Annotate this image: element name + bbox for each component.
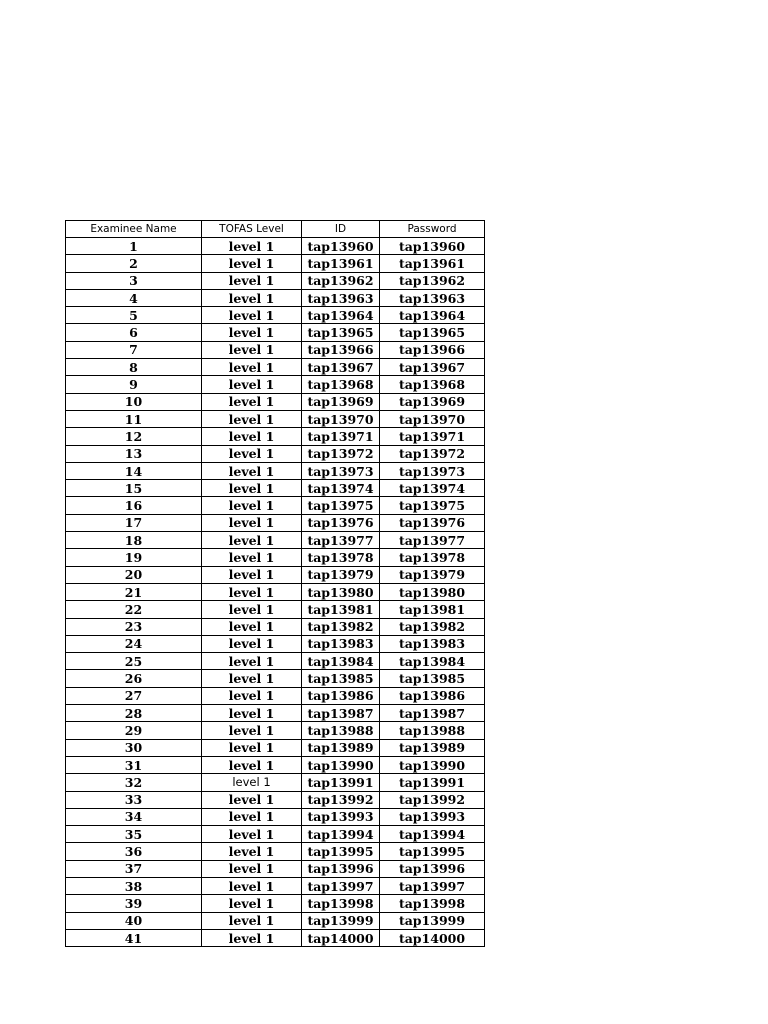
cell-examinee-name: 37 bbox=[66, 860, 202, 877]
cell-tofas-level: level 1 bbox=[202, 497, 302, 514]
cell-password: tap13973 bbox=[380, 462, 485, 479]
cell-examinee-name: 10 bbox=[66, 393, 202, 410]
cell-tofas-level: level 1 bbox=[202, 341, 302, 358]
table-row bbox=[66, 307, 485, 324]
cell-id: tap13964 bbox=[302, 307, 380, 324]
cell-password: tap13982 bbox=[380, 618, 485, 635]
cell-password: tap13998 bbox=[380, 895, 485, 912]
cell-examinee-name: 30 bbox=[66, 739, 202, 756]
cell-id: tap13996 bbox=[302, 860, 380, 877]
cell-tofas-level: level 1 bbox=[202, 462, 302, 479]
cell-password: tap13962 bbox=[380, 272, 485, 289]
cell-tofas-level: level 1 bbox=[202, 739, 302, 756]
cell-password: tap13975 bbox=[380, 497, 485, 514]
cell-id: tap13992 bbox=[302, 791, 380, 808]
examinee-credentials-table bbox=[65, 220, 485, 947]
cell-examinee-name: 35 bbox=[66, 826, 202, 843]
cell-password: tap13990 bbox=[380, 756, 485, 773]
cell-examinee-name: 15 bbox=[66, 480, 202, 497]
cell-password: tap13987 bbox=[380, 705, 485, 722]
cell-id: tap13967 bbox=[302, 359, 380, 376]
table-row bbox=[66, 808, 485, 825]
cell-id: tap13961 bbox=[302, 255, 380, 272]
cell-password: tap13972 bbox=[380, 445, 485, 462]
cell-password: tap13961 bbox=[380, 255, 485, 272]
cell-id: tap13993 bbox=[302, 808, 380, 825]
header-tofas-level: TOFAS Level bbox=[202, 221, 302, 238]
table-row bbox=[66, 549, 485, 566]
cell-examinee-name: 33 bbox=[66, 791, 202, 808]
cell-id: tap13999 bbox=[302, 912, 380, 929]
table-row bbox=[66, 826, 485, 843]
cell-id: tap13990 bbox=[302, 756, 380, 773]
cell-tofas-level: level 1 bbox=[202, 774, 302, 791]
table-row bbox=[66, 289, 485, 306]
cell-id: tap13997 bbox=[302, 877, 380, 894]
cell-tofas-level: level 1 bbox=[202, 826, 302, 843]
table-row bbox=[66, 428, 485, 445]
cell-examinee-name: 11 bbox=[66, 410, 202, 427]
table-row bbox=[66, 445, 485, 462]
cell-password: tap13967 bbox=[380, 359, 485, 376]
cell-tofas-level: level 1 bbox=[202, 376, 302, 393]
table-row bbox=[66, 670, 485, 687]
cell-password: tap13966 bbox=[380, 341, 485, 358]
cell-tofas-level: level 1 bbox=[202, 272, 302, 289]
table-row bbox=[66, 480, 485, 497]
cell-id: tap13970 bbox=[302, 410, 380, 427]
cell-examinee-name: 7 bbox=[66, 341, 202, 358]
cell-examinee-name: 18 bbox=[66, 532, 202, 549]
cell-tofas-level: level 1 bbox=[202, 583, 302, 600]
cell-password: tap13997 bbox=[380, 877, 485, 894]
table-row bbox=[66, 462, 485, 479]
cell-password: tap14000 bbox=[380, 929, 485, 946]
cell-id: tap13960 bbox=[302, 238, 380, 255]
table-row bbox=[66, 359, 485, 376]
cell-tofas-level: level 1 bbox=[202, 843, 302, 860]
table-row bbox=[66, 791, 485, 808]
cell-examinee-name: 14 bbox=[66, 462, 202, 479]
cell-password: tap13994 bbox=[380, 826, 485, 843]
cell-password: tap13989 bbox=[380, 739, 485, 756]
cell-examinee-name: 36 bbox=[66, 843, 202, 860]
cell-id: tap13986 bbox=[302, 687, 380, 704]
header-examinee-name: Examinee Name bbox=[66, 221, 202, 238]
cell-examinee-name: 40 bbox=[66, 912, 202, 929]
table-row bbox=[66, 722, 485, 739]
cell-tofas-level: level 1 bbox=[202, 653, 302, 670]
cell-examinee-name: 31 bbox=[66, 756, 202, 773]
cell-password: tap13969 bbox=[380, 393, 485, 410]
cell-id: tap13963 bbox=[302, 289, 380, 306]
table-row bbox=[66, 583, 485, 600]
cell-tofas-level: level 1 bbox=[202, 514, 302, 531]
cell-id: tap13998 bbox=[302, 895, 380, 912]
cell-tofas-level: level 1 bbox=[202, 722, 302, 739]
cell-examinee-name: 2 bbox=[66, 255, 202, 272]
cell-examinee-name: 6 bbox=[66, 324, 202, 341]
cell-tofas-level: level 1 bbox=[202, 238, 302, 255]
cell-password: tap13981 bbox=[380, 601, 485, 618]
cell-password: tap13971 bbox=[380, 428, 485, 445]
header-id: ID bbox=[302, 221, 380, 238]
cell-password: tap13960 bbox=[380, 238, 485, 255]
cell-id: tap13981 bbox=[302, 601, 380, 618]
cell-examinee-name: 20 bbox=[66, 566, 202, 583]
cell-examinee-name: 12 bbox=[66, 428, 202, 445]
cell-examinee-name: 16 bbox=[66, 497, 202, 514]
cell-password: tap13995 bbox=[380, 843, 485, 860]
cell-tofas-level: level 1 bbox=[202, 410, 302, 427]
cell-password: tap13985 bbox=[380, 670, 485, 687]
cell-examinee-name: 5 bbox=[66, 307, 202, 324]
cell-examinee-name: 28 bbox=[66, 705, 202, 722]
cell-tofas-level: level 1 bbox=[202, 324, 302, 341]
cell-examinee-name: 8 bbox=[66, 359, 202, 376]
cell-tofas-level: level 1 bbox=[202, 877, 302, 894]
cell-examinee-name: 27 bbox=[66, 687, 202, 704]
cell-examinee-name: 13 bbox=[66, 445, 202, 462]
cell-examinee-name: 24 bbox=[66, 635, 202, 652]
cell-tofas-level: level 1 bbox=[202, 445, 302, 462]
cell-tofas-level: level 1 bbox=[202, 532, 302, 549]
table-row bbox=[66, 618, 485, 635]
cell-id: tap13995 bbox=[302, 843, 380, 860]
cell-password: tap13993 bbox=[380, 808, 485, 825]
cell-id: tap13971 bbox=[302, 428, 380, 445]
cell-examinee-name: 3 bbox=[66, 272, 202, 289]
table-row bbox=[66, 895, 485, 912]
cell-examinee-name: 39 bbox=[66, 895, 202, 912]
cell-password: tap13983 bbox=[380, 635, 485, 652]
cell-password: tap13979 bbox=[380, 566, 485, 583]
table-row bbox=[66, 635, 485, 652]
cell-password: tap13965 bbox=[380, 324, 485, 341]
cell-tofas-level: level 1 bbox=[202, 601, 302, 618]
table-row bbox=[66, 653, 485, 670]
table-row bbox=[66, 393, 485, 410]
cell-id: tap13989 bbox=[302, 739, 380, 756]
cell-id: tap13988 bbox=[302, 722, 380, 739]
table-row bbox=[66, 705, 485, 722]
cell-examinee-name: 19 bbox=[66, 549, 202, 566]
cell-password: tap13999 bbox=[380, 912, 485, 929]
cell-tofas-level: level 1 bbox=[202, 791, 302, 808]
cell-id: tap13984 bbox=[302, 653, 380, 670]
cell-examinee-name: 38 bbox=[66, 877, 202, 894]
cell-password: tap13992 bbox=[380, 791, 485, 808]
cell-id: tap13979 bbox=[302, 566, 380, 583]
table-row bbox=[66, 341, 485, 358]
table-row bbox=[66, 843, 485, 860]
cell-password: tap13978 bbox=[380, 549, 485, 566]
table-row bbox=[66, 497, 485, 514]
cell-id: tap13973 bbox=[302, 462, 380, 479]
cell-tofas-level: level 1 bbox=[202, 549, 302, 566]
table-header bbox=[66, 221, 485, 238]
cell-id: tap13991 bbox=[302, 774, 380, 791]
table-row bbox=[66, 756, 485, 773]
cell-id: tap13978 bbox=[302, 549, 380, 566]
cell-id: tap13985 bbox=[302, 670, 380, 687]
header-password: Password bbox=[380, 221, 485, 238]
cell-examinee-name: 9 bbox=[66, 376, 202, 393]
cell-id: tap13972 bbox=[302, 445, 380, 462]
table-row bbox=[66, 566, 485, 583]
cell-password: tap13976 bbox=[380, 514, 485, 531]
table-row bbox=[66, 514, 485, 531]
cell-tofas-level: level 1 bbox=[202, 307, 302, 324]
cell-examinee-name: 4 bbox=[66, 289, 202, 306]
table-row bbox=[66, 860, 485, 877]
cell-tofas-level: level 1 bbox=[202, 635, 302, 652]
cell-examinee-name: 1 bbox=[66, 238, 202, 255]
cell-tofas-level: level 1 bbox=[202, 670, 302, 687]
table-row bbox=[66, 912, 485, 929]
table-row bbox=[66, 410, 485, 427]
cell-id: tap13976 bbox=[302, 514, 380, 531]
cell-tofas-level: level 1 bbox=[202, 756, 302, 773]
table-row bbox=[66, 601, 485, 618]
cell-password: tap13991 bbox=[380, 774, 485, 791]
cell-examinee-name: 21 bbox=[66, 583, 202, 600]
cell-id: tap13977 bbox=[302, 532, 380, 549]
header-row bbox=[66, 221, 485, 238]
table-row bbox=[66, 376, 485, 393]
cell-id: tap13987 bbox=[302, 705, 380, 722]
cell-password: tap13964 bbox=[380, 307, 485, 324]
cell-id: tap13962 bbox=[302, 272, 380, 289]
table-row bbox=[66, 532, 485, 549]
cell-id: tap13983 bbox=[302, 635, 380, 652]
cell-tofas-level: level 1 bbox=[202, 428, 302, 445]
cell-id: tap13975 bbox=[302, 497, 380, 514]
cell-password: tap13968 bbox=[380, 376, 485, 393]
cell-password: tap13970 bbox=[380, 410, 485, 427]
cell-password: tap13988 bbox=[380, 722, 485, 739]
table-row bbox=[66, 739, 485, 756]
cell-examinee-name: 26 bbox=[66, 670, 202, 687]
cell-tofas-level: level 1 bbox=[202, 255, 302, 272]
cell-examinee-name: 25 bbox=[66, 653, 202, 670]
table-row bbox=[66, 929, 485, 946]
cell-tofas-level: level 1 bbox=[202, 895, 302, 912]
cell-tofas-level: level 1 bbox=[202, 480, 302, 497]
cell-tofas-level: level 1 bbox=[202, 566, 302, 583]
cell-tofas-level: level 1 bbox=[202, 359, 302, 376]
cell-password: tap13984 bbox=[380, 653, 485, 670]
table-body bbox=[66, 238, 485, 947]
cell-id: tap13965 bbox=[302, 324, 380, 341]
table-row bbox=[66, 687, 485, 704]
cell-examinee-name: 23 bbox=[66, 618, 202, 635]
cell-password: tap13977 bbox=[380, 532, 485, 549]
cell-id: tap14000 bbox=[302, 929, 380, 946]
cell-id: tap13974 bbox=[302, 480, 380, 497]
cell-tofas-level: level 1 bbox=[202, 618, 302, 635]
cell-id: tap13980 bbox=[302, 583, 380, 600]
cell-tofas-level: level 1 bbox=[202, 393, 302, 410]
cell-password: tap13980 bbox=[380, 583, 485, 600]
cell-tofas-level: level 1 bbox=[202, 289, 302, 306]
table-row bbox=[66, 324, 485, 341]
cell-examinee-name: 29 bbox=[66, 722, 202, 739]
cell-id: tap13968 bbox=[302, 376, 380, 393]
table-row bbox=[66, 255, 485, 272]
cell-password: tap13963 bbox=[380, 289, 485, 306]
cell-examinee-name: 32 bbox=[66, 774, 202, 791]
cell-tofas-level: level 1 bbox=[202, 860, 302, 877]
cell-id: tap13994 bbox=[302, 826, 380, 843]
table-row bbox=[66, 238, 485, 255]
cell-tofas-level: level 1 bbox=[202, 808, 302, 825]
cell-examinee-name: 41 bbox=[66, 929, 202, 946]
cell-id: tap13982 bbox=[302, 618, 380, 635]
table-row bbox=[66, 272, 485, 289]
cell-examinee-name: 34 bbox=[66, 808, 202, 825]
cell-password: tap13974 bbox=[380, 480, 485, 497]
cell-id: tap13966 bbox=[302, 341, 380, 358]
cell-password: tap13996 bbox=[380, 860, 485, 877]
cell-examinee-name: 17 bbox=[66, 514, 202, 531]
cell-tofas-level: level 1 bbox=[202, 687, 302, 704]
table-row bbox=[66, 774, 485, 791]
cell-tofas-level: level 1 bbox=[202, 705, 302, 722]
table-row bbox=[66, 877, 485, 894]
cell-tofas-level: level 1 bbox=[202, 929, 302, 946]
cell-examinee-name: 22 bbox=[66, 601, 202, 618]
cell-password: tap13986 bbox=[380, 687, 485, 704]
cell-id: tap13969 bbox=[302, 393, 380, 410]
cell-tofas-level: level 1 bbox=[202, 912, 302, 929]
